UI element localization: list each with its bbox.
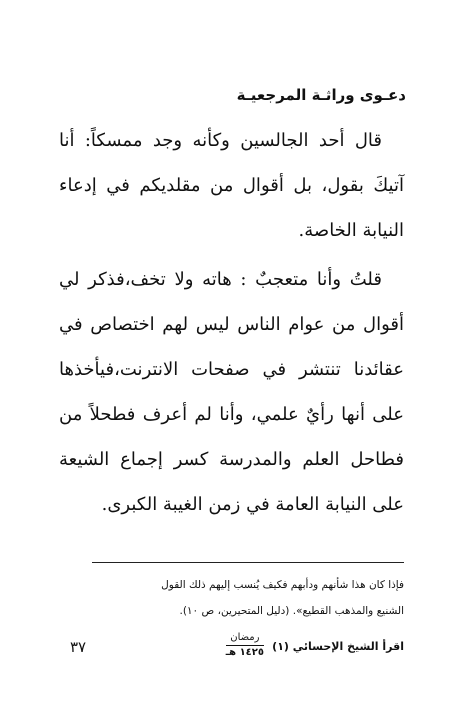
page-number: ٣٧ [70, 638, 87, 656]
footnote-line: الشنيع والمذهب القطيع». (دليل المتحيرين، ص ١٠). [179, 605, 404, 617]
date-month: رمضان [226, 632, 264, 646]
paragraph: قلتُ وأنا متعجبٌ : هاته ولا تخف،فذكر لي أقوال من عوام الناس ليس لهم اختصاص في عقائدنا تنتشر في صفحات الانترنت،فيأخذها على أنها رأيٌ علمي، وأنا لم أعرف فطحلاً من فطاحل العلم والمدرسة كسر إجماع الشيعة على النيابة العامة في زمن الغيبة الكبرى. [59, 269, 404, 515]
footnote-divider [92, 562, 404, 563]
publication-date [226, 632, 264, 659]
paragraph: قال أحد الجالسين وكأنه وجد ممسكاً: أنا آتيكَ بقول، بل أقوال من مقلديكم في إدعاء النيابة الخاصة. [59, 130, 404, 241]
page-footer [70, 632, 404, 668]
body-text [59, 118, 404, 527]
running-header: دعـوى وراثـة المرجعيـة [236, 86, 406, 104]
date-year: ١٤٢٥ هـ [225, 647, 264, 658]
footnote [44, 572, 404, 624]
series-title: اقرأ الشيخ الإحسائي (١) [272, 640, 404, 653]
footnote-line: فإذا كان هذا شأنهم ودأبهم فكيف يُنسب إليهم ذلك القول [161, 579, 404, 591]
